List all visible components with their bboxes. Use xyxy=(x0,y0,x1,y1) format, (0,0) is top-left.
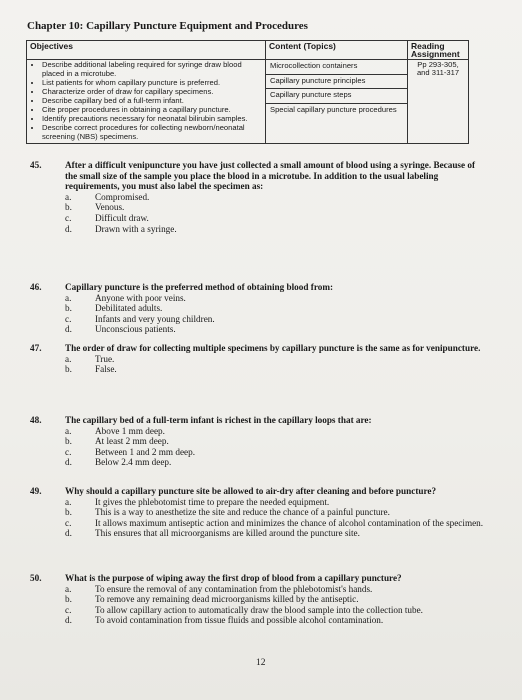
answer-option[interactable] xyxy=(65,605,485,616)
option-letter: b. xyxy=(65,202,72,213)
option-text: Unconscious patients. xyxy=(95,324,176,335)
content-header: Content (Topics) xyxy=(266,41,408,60)
answer-option[interactable] xyxy=(65,584,485,595)
option-letter: a. xyxy=(65,191,72,202)
answer-option[interactable] xyxy=(65,192,485,203)
answer-option[interactable] xyxy=(65,213,485,224)
objective-item: • Identify precautions necessary for neonatal bilirubin samples. xyxy=(42,115,262,124)
option-letter: b. xyxy=(65,364,72,375)
option-text: Between 1 and 2 mm deep. xyxy=(95,446,196,457)
option-text: Venous. xyxy=(95,202,125,213)
chapter-title: Chapter 10: Capillary Puncture Equipment and Procedures xyxy=(27,20,308,32)
option-letter: c. xyxy=(65,212,72,223)
answer-option[interactable] xyxy=(65,314,485,325)
answer-option[interactable] xyxy=(65,447,485,458)
option-text: This is a way to anesthetize the site and reduce the chance of a painful puncture. xyxy=(95,507,390,518)
option-letter: c. xyxy=(65,313,72,324)
question-number: 48. xyxy=(30,415,42,425)
option-letter: c. xyxy=(65,446,72,457)
answer-option[interactable] xyxy=(65,615,485,626)
answer-option[interactable] xyxy=(65,518,485,529)
option-text: It gives the phlebotomist time to prepare the needed equipment. xyxy=(95,496,330,507)
question-45 xyxy=(30,160,485,234)
objectives-table xyxy=(26,40,469,144)
answer-option[interactable] xyxy=(65,426,485,437)
option-text: This ensures that all microorganisms are killed around the puncture site. xyxy=(95,528,360,539)
answer-option[interactable] xyxy=(65,324,485,335)
answer-option[interactable] xyxy=(65,436,485,447)
option-letter: d. xyxy=(65,324,72,335)
question-number: 47. xyxy=(30,343,42,353)
answer-option[interactable] xyxy=(65,507,485,518)
topics-cell xyxy=(266,60,408,144)
question-50 xyxy=(30,573,485,626)
option-text: Difficult draw. xyxy=(95,212,149,223)
question-48 xyxy=(30,415,485,468)
question-46 xyxy=(30,282,485,335)
page-number: 12 xyxy=(256,658,266,668)
objective-item: • Describe capillary bed of a full-term infant. xyxy=(42,97,262,106)
option-letter: a. xyxy=(65,583,72,594)
option-text: Above 1 mm deep. xyxy=(95,425,165,436)
option-letter: c. xyxy=(65,604,72,615)
objective-item: • Describe additional labeling required for syringe draw blood placed in a microtube. xyxy=(42,61,262,78)
answer-option[interactable] xyxy=(65,497,485,508)
topic-item: Microcollection containers xyxy=(266,60,407,75)
question-47 xyxy=(30,343,485,375)
option-letter: b. xyxy=(65,303,72,314)
option-text: It allows maximum antiseptic action and minimizes the chance of alcohol contamination of the specimen. xyxy=(95,517,484,528)
question-stem: After a difficult venipuncture you have just collected a small amount of blood using a syringe. Because of the small size of the sample you place the blood in a microtube. In addition to the usual labeling requirements, you must also label the specimen as: xyxy=(65,160,476,192)
answer-option[interactable] xyxy=(65,293,485,304)
topic-item: Capillary puncture principles xyxy=(266,75,407,90)
option-letter: d. xyxy=(65,223,72,234)
option-letter: b. xyxy=(65,507,72,518)
objective-item: • List patients for whom capillary puncture is preferred. xyxy=(42,79,262,88)
answer-option[interactable] xyxy=(65,303,485,314)
question-number: 45. xyxy=(30,160,42,170)
option-text: False. xyxy=(95,364,117,375)
objectives-cell xyxy=(27,60,266,144)
reading-cell xyxy=(408,60,469,144)
answer-option[interactable] xyxy=(65,457,485,468)
answer-option[interactable] xyxy=(65,528,485,539)
answer-option[interactable] xyxy=(65,224,485,235)
option-letter: d. xyxy=(65,528,72,539)
option-text: Drawn with a syringe. xyxy=(95,223,177,234)
reading-header: Reading Assignment xyxy=(408,41,469,60)
objective-item: • Cite proper procedures in obtaining a capillary puncture. xyxy=(42,106,262,115)
question-stem: The capillary bed of a full-term infant is richest in the capillary loops that are: xyxy=(65,415,372,425)
question-number: 50. xyxy=(30,573,42,583)
objective-item: • Describe correct procedures for collecting newborn/neonatal screening (NBS) specimens. xyxy=(42,124,262,141)
option-letter: a. xyxy=(65,353,72,364)
option-letter: a. xyxy=(65,425,72,436)
option-text: True. xyxy=(95,353,115,364)
objectives-header: Objectives xyxy=(27,41,266,60)
question-stem: Why should a capillary puncture site be allowed to air-dry after cleaning and before puncture? xyxy=(65,486,437,496)
option-text: Anyone with poor veins. xyxy=(95,292,186,303)
answer-option[interactable] xyxy=(65,354,485,365)
topic-item: Special capillary puncture procedures xyxy=(270,104,397,114)
question-stem: Capillary puncture is the preferred method of obtaining blood from: xyxy=(65,282,334,292)
question-stem: What is the purpose of wiping away the first drop of blood from a capillary puncture? xyxy=(65,573,402,583)
option-text: To allow capillary action to automatically draw the blood sample into the collection tube. xyxy=(95,604,423,615)
option-text: To ensure the removal of any contamination from the phlebotomist's hands. xyxy=(95,583,373,594)
question-stem: The order of draw for collecting multiple specimens by capillary puncture is the same as for venipuncture. xyxy=(65,343,481,353)
answer-option[interactable] xyxy=(65,594,485,605)
option-letter: d. xyxy=(65,457,72,468)
option-letter: b. xyxy=(65,594,72,605)
option-text: To avoid contamination from tissue fluids and possible alcohol contamination. xyxy=(95,615,384,626)
question-number: 46. xyxy=(30,282,42,292)
objective-item: • Characterize order of draw for capillary specimens. xyxy=(42,88,262,97)
option-text: To remove any remaining dead microorganisms killed by the antiseptic. xyxy=(95,594,359,605)
option-letter: a. xyxy=(65,292,72,303)
question-number: 49. xyxy=(30,486,42,496)
option-letter: d. xyxy=(65,615,72,626)
option-text: Below 2.4 mm deep. xyxy=(95,457,172,468)
option-text: Infants and very young children. xyxy=(95,313,215,324)
option-letter: c. xyxy=(65,517,72,528)
option-letter: a. xyxy=(65,496,72,507)
option-text: Compromised. xyxy=(95,191,150,202)
question-49 xyxy=(30,486,485,539)
answer-option[interactable] xyxy=(65,202,485,213)
option-text: At least 2 mm deep. xyxy=(95,436,169,447)
reading-pages: Pp 293-305, and 311-317 xyxy=(416,60,460,77)
answer-option[interactable] xyxy=(65,364,485,375)
option-letter: b. xyxy=(65,436,72,447)
option-text: Debilitated adults. xyxy=(95,303,163,314)
topic-item: Capillary puncture steps xyxy=(266,89,407,104)
